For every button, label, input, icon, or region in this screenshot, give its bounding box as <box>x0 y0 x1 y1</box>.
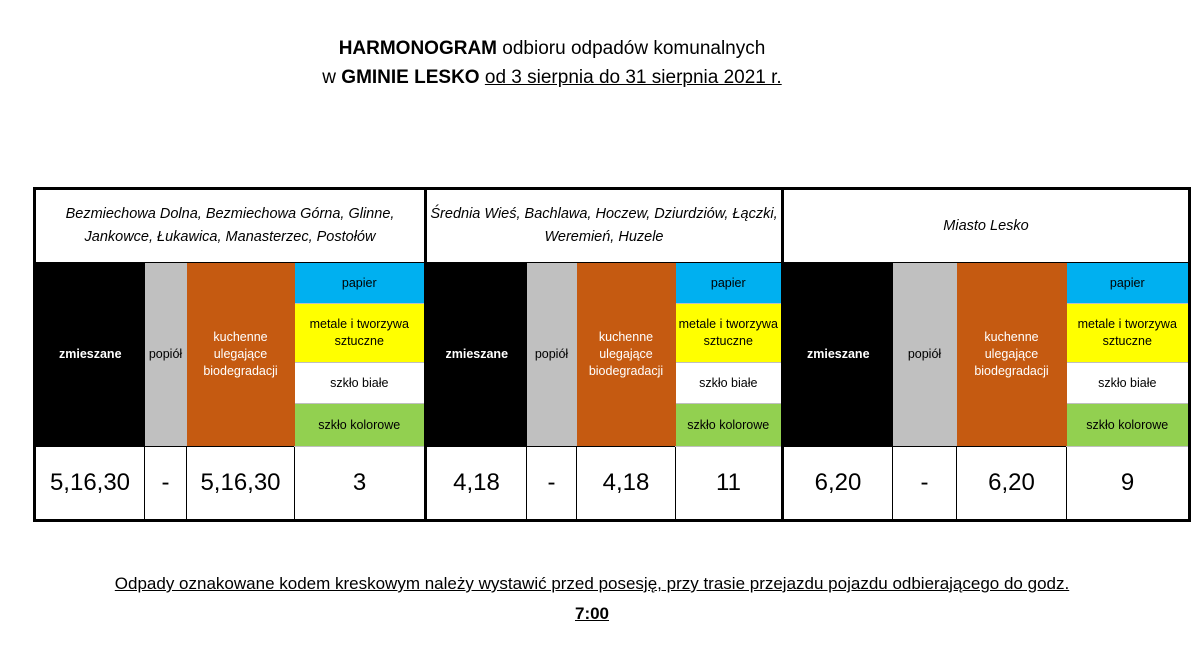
header-bio-2: kuchenne ulegające biodegradacji <box>577 263 676 447</box>
header-white-glass-2: szkło białe <box>676 363 783 404</box>
title-date-range: od 3 sierpnia do 31 sierpnia 2021 r. <box>484 67 782 88</box>
header-color-glass-3: szkło kolorowe <box>1067 404 1190 447</box>
date-bio-2: 4,18 <box>577 447 676 521</box>
header-paper-2: papier <box>676 263 783 304</box>
header-ash-2: popiół <box>527 263 577 447</box>
date-segregated-3: 9 <box>1067 447 1190 521</box>
footer-note <box>0 569 1184 629</box>
schedule-table <box>33 187 1191 522</box>
date-ash-1: - <box>145 447 187 521</box>
region-row <box>35 189 1190 263</box>
header-color-glass-1: szkło kolorowe <box>295 404 426 447</box>
title-prefix: w <box>322 67 342 88</box>
header-paper-1: papier <box>295 263 426 304</box>
category-header-row-1 <box>35 263 1190 304</box>
header-mixed-1: zmieszane <box>35 263 145 447</box>
dates-row <box>35 447 1190 521</box>
region-group-3: Miasto Lesko <box>783 189 1190 263</box>
region-group-1: Bezmiechowa Dolna, Bezmiechowa Górna, Glinne, Jankowce, Łukawica, Manasterzec, Postołów <box>35 189 426 263</box>
region-group-2: Średnia Wieś, Bachlawa, Hoczew, Dziurdziów, Łączki, Weremień, Huzele <box>426 189 783 263</box>
date-mixed-1: 5,16,30 <box>35 447 145 521</box>
date-ash-2: - <box>527 447 577 521</box>
header-color-glass-2: szkło kolorowe <box>676 404 783 447</box>
header-metal-3: metale i tworzywa sztuczne <box>1067 304 1190 363</box>
header-bio-1: kuchenne ulegające biodegradacji <box>187 263 295 447</box>
date-mixed-2: 4,18 <box>426 447 527 521</box>
header-metal-1: metale i tworzywa sztuczne <box>295 304 426 363</box>
header-paper-3: papier <box>1067 263 1190 304</box>
header-bio-3: kuchenne ulegające biodegradacji <box>957 263 1067 447</box>
title-gmina: GMINIE LESKO <box>341 67 480 88</box>
date-segregated-1: 3 <box>295 447 426 521</box>
title-harmonogram: HARMONOGRAM <box>338 38 498 59</box>
date-ash-3: - <box>893 447 957 521</box>
date-mixed-3: 6,20 <box>783 447 893 521</box>
date-segregated-2: 11 <box>676 447 783 521</box>
header-ash-3: popiół <box>893 263 957 447</box>
header-ash-1: popiół <box>145 263 187 447</box>
header-mixed-2: zmieszane <box>426 263 527 447</box>
title-subject: odbioru odpadów komunalnych <box>497 38 766 59</box>
title-line-1 <box>0 34 1104 63</box>
header-metal-2: metale i tworzywa sztuczne <box>676 304 783 363</box>
date-bio-1: 5,16,30 <box>187 447 295 521</box>
header-white-glass-1: szkło białe <box>295 363 426 404</box>
title-line-2 <box>0 63 1104 92</box>
footer-time: 7:00 <box>574 604 610 623</box>
document-title <box>0 34 1104 92</box>
header-white-glass-3: szkło białe <box>1067 363 1190 404</box>
date-bio-3: 6,20 <box>957 447 1067 521</box>
header-mixed-3: zmieszane <box>783 263 893 447</box>
footer-note-text: Odpady oznakowane kodem kreskowym należy wystawić przed posesję, przy trasie przejazdu pojazdu odbierającego do godz. <box>114 574 1070 593</box>
